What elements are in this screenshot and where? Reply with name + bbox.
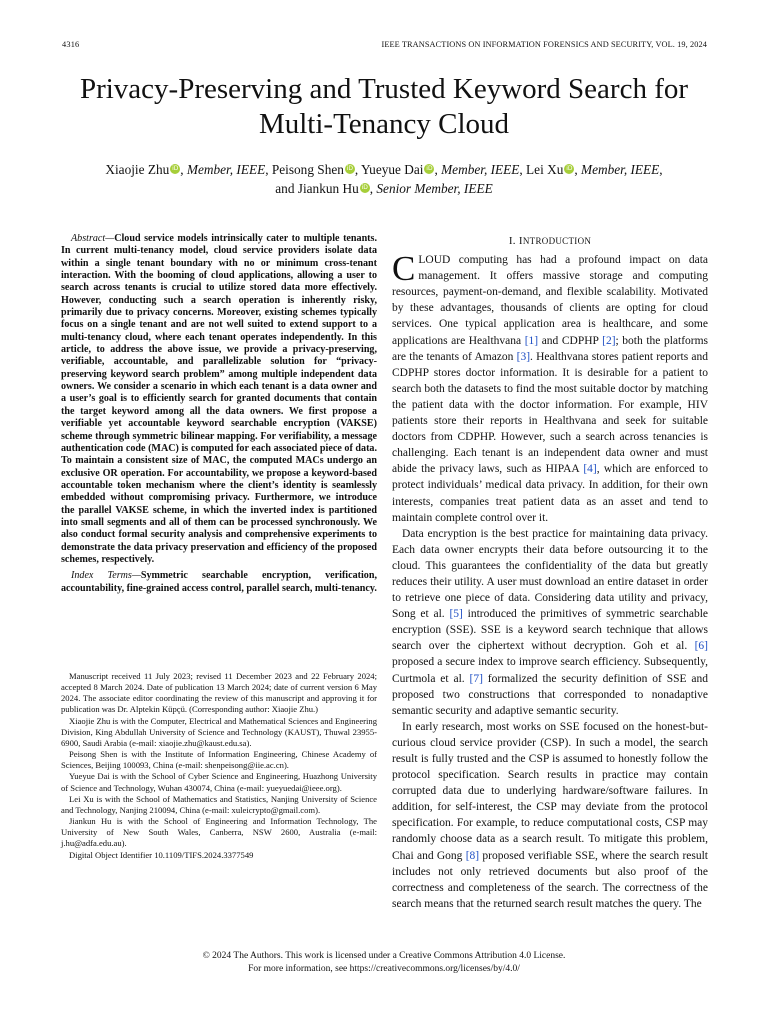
title-line-1: Privacy-Preserving and Trusted Keyword Search for: [79, 73, 689, 105]
footnote-affiliation: Jiankun Hu is with the School of Engineering and Information Technology, The University of New South Wales, Canberra, NSW 2600, Australia (e-mail: j.hu@adfa.edu.au).: [61, 816, 377, 849]
index-terms-text: Symmetric searchable encryption, verification, accountability, fine-grained access control, parallel search, multi-tenancy.: [61, 570, 377, 594]
orcid-icon[interactable]: iD: [346, 165, 354, 172]
author-name: Peisong Shen: [271, 162, 344, 177]
orcid-icon[interactable]: iD: [566, 165, 573, 172]
intro-paragraph-1: CLOUD computing has had a profound impact on data management. It offers massive storage and computing resources, payment-on-demand, and flexible scalability. Motivated by these advantages, thousands of clients are opting for cloud services. One typical application area is healthcare, and some applications are Healthvana [1] and CDPHP [2]; both the platforms are the tenants of Amazon [3]. Healthvana stores patient reports and CDPHP stores doctor information. It is desirable for a patient to search both the datasets to find the most suitable doctor by matching the patient data with the doctor information. For example, HIV patients store their reports in Healthvana and seek for suitable doctors from CDPHP. However, such a search across tenancies is challenging. Each tenant is an independent data owner and must abide the privacy laws, such as HIPAA [4], which are enforced to protect individuals’ medical data privacy. In addition, for their own interests, companies treat patient data as an asset and tend to maintain complete control over it.: [392, 249, 709, 524]
license-notice: [40, 950, 728, 975]
page-number: 4316: [62, 40, 80, 49]
abstract-lead: Abstract—: [71, 233, 115, 244]
license-line-1: © 2024 The Authors. This work is licensed under a Creative Commons Attribution 4.0 License.: [202, 951, 566, 961]
paper-title: [40, 72, 728, 142]
footnote-manuscript: Manuscript received 11 July 2023; revised 11 December 2023 and 22 February 2024; accepted 8 March 2024. Date of publication 13 March 2024; date of current version 6 May 2024. The associate editor coordinating the review of this manuscript and approving it for publication was Dr. Alptekin Küpçü. (Corresponding author: Xiaojie Zhu.): [61, 671, 377, 715]
title-line-2: Multi-Tenancy Cloud: [258, 108, 510, 140]
abstract: [61, 233, 377, 566]
abstract-text: Cloud service models intrinsically cater to multiple tenants. In current multi-tenancy model, cloud service providers isolate data within a single tenant boundary with no or minimum cross-tenant interaction. With the booming of cloud applications, allowing a user to search across tenants is crucial to utilize stored data more effectively. However, conducting such a search operation is inherently risky, primarily due to privacy concerns. Moreover, existing schemes typically focus on a single tenant and are not well suited to extend support to a multi-tenancy cloud, where each tenant operates independently. In this article, to address the above issue, we provide a privacy-preserving, verifiable, accountable, and parallelizable solution for “privacy-preserving keyword search problem” among multiple independent data owners. We consider a scenario in which each tenant is a data owner and a user’s goal is to efficiently search for granted documents that contain the target keyword among all the data owners. We first propose a verifiable yet accountable keyword searchable encryption (VAKSE) scheme through symmetric bilinear mapping. For verifiability, a message authentication code (MAC) is computed for each associated piece of data. To maintain a consistent size of MAC, the computed MACs undergo an exclusive OR operation. For accountability, we propose a keyword-based accountable token mechanism where the client’s identity is seamlessly embedded without compromising privacy. Furthermore, we introduce the parallel VAKSE scheme, in which the inverted index is partitioned into small segments and all of them can be processed synchronously. We also conduct formal security analysis and comprehensive experiments to demonstrate the data privacy preservation and efficiency of the proposed schemes, respectively.: [61, 233, 377, 565]
citation-link[interactable]: [8]: [465, 849, 480, 862]
author-role: Member, IEEE: [441, 162, 520, 177]
author-line-2: and Jiankun Hu iD , Senior Member, IEEE: [275, 181, 493, 196]
author-list: [40, 160, 728, 198]
author-name: Xiaojie Zhu: [105, 162, 170, 177]
journal-header: IEEE TRANSACTIONS ON INFORMATION FORENSICS AND SECURITY, VOL. 19, 2024: [381, 40, 707, 49]
author-role: Member, IEEE: [581, 162, 660, 177]
author-line-1: Xiaojie Zhu iD , Member, IEEE, Peisong Shen iD , Yueyue Dai iD , Member, IEEE, Lei Xu iD , Member, IEEE,: [105, 162, 663, 177]
citation-link[interactable]: [4]: [583, 463, 597, 476]
left-column: [61, 233, 377, 595]
drop-cap: C: [392, 249, 416, 289]
citation-link[interactable]: [7]: [469, 672, 483, 685]
author-name: Yueyue Dai: [361, 162, 424, 177]
author-name: and Jiankun Hu: [275, 181, 359, 196]
citation-link[interactable]: [3]: [516, 350, 531, 363]
footnote-affiliation: Xiaojie Zhu is with the Computer, Electrical and Mathematical Sciences and Engineering Division, King Abdullah University of Science and Technology (KAUST), Thuwal 23955-6900, Saudi Arabia (e-mail: xiaojie.zhu@kaust.edu.sa).: [61, 715, 377, 748]
author-role: Member, IEEE: [186, 162, 266, 177]
intro-paragraph-3: In early research, most works on SSE focused on the honest-but-curious cloud service provider (CSP). In such a model, the search result is fully trusted and the CSP is assumed to honestly follow the protocol specification. Search results in practice may contain corrupted data due to underlying hardware/software failures. In addition, for self-interest, the CSP may deviate from the protocol specification. For example, to reduce computational costs, CSP may randomly choose data as a search result. To mitigate this problem, Chai and Gong [8] proposed verifiable SSE, where the search result includes not only retrieved documents but also proof of the correctness and completeness of the search. The correctness of the search means that the returned search result matches the query. The: [392, 720, 708, 910]
right-column: [392, 233, 708, 912]
citation-link[interactable]: [6]: [694, 640, 708, 653]
author-role: Senior Member, IEEE: [376, 181, 493, 196]
index-terms-lead: Index Terms—: [71, 570, 141, 582]
footnote-affiliation: Peisong Shen is with the Institute of Information Engineering, Chinese Academy of Sciences, Beijing 100093, China (e-mail: shenpeisong@iie.ac.cn).: [61, 749, 377, 771]
citation-link[interactable]: [2]: [602, 334, 616, 347]
author-name: Lei Xu: [526, 162, 564, 177]
orcid-icon[interactable]: iD: [172, 165, 179, 172]
footnote-affiliation: Lei Xu is with the School of Mathematics and Statistics, Nanjing University of Science and Technology, Nanjing 210094, China (e-mail: xuleicrypto@gmail.com).: [61, 793, 377, 815]
footnote-doi: Digital Object Identifier 10.1109/TIFS.2024.3377549: [69, 849, 254, 860]
index-terms: [61, 570, 377, 595]
intro-paragraph-2: Data encryption is the best practice for maintaining data privacy. Each data owner encrypts their data before outsourcing it to the cloud. This guarantees the confidentiality of the data but greatly reduces their utility. A user must download an entire dataset in order to retrieve one piece of data. Considering data utility and privacy, Song et al. [5] introduced the primitives of symmetric searchable encryption (SSE). SSE is a keyword search technique that allows search over the ciphertext without decryption. Goh et al. [6] proposed a secure index to improve search efficiency. Subsequently, Curtmola et al. [7] formalized the security definition of SSE and proposed two constructions that corresponded to nonadaptive semantic security and adaptive semantic security.: [392, 527, 708, 717]
citation-link[interactable]: [1]: [524, 334, 539, 347]
orcid-icon[interactable]: iD: [361, 184, 368, 191]
footnotes: [61, 671, 377, 861]
footnote-affiliation: Yueyue Dai is with the School of Cyber Science and Engineering, Huazhong University of Science and Technology, Wuhan 430074, China (e-mail: yueyuedai@ieee.org).: [61, 771, 377, 793]
section-heading: I. INTRODUCTION: [508, 235, 592, 247]
citation-link[interactable]: [5]: [449, 608, 463, 621]
orcid-icon[interactable]: iD: [426, 165, 433, 172]
license-line-2: For more information, see https://creativecommons.org/licenses/by/4.0/: [248, 963, 520, 974]
